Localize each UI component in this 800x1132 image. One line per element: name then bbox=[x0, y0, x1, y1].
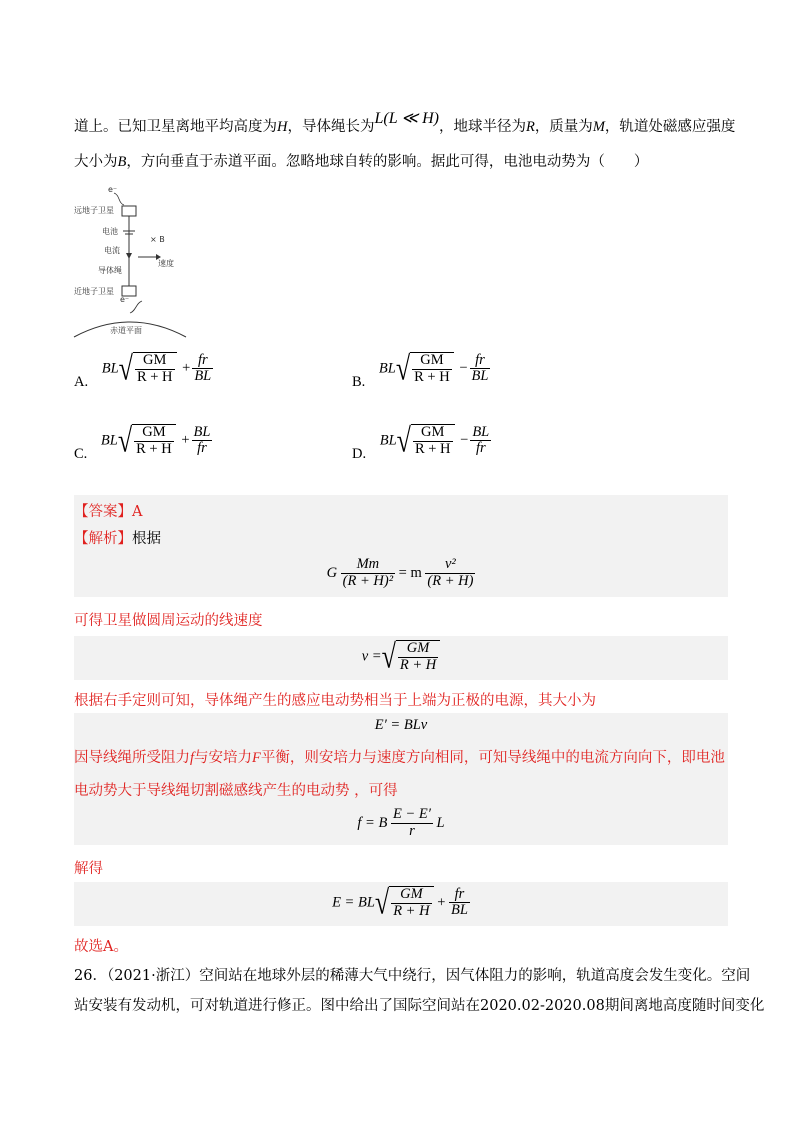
tether-satellite-figure bbox=[70, 185, 190, 345]
tether-condition: L(L ≪ H) bbox=[374, 110, 439, 127]
option-c[interactable]: C. BL √ $\frac{GM}{R + H}$ + $\frac{BL}{fr}$ bbox=[74, 421, 211, 463]
far-satellite-label: 远地子卫星 bbox=[74, 206, 114, 215]
electron-bottom-label: e⁻ bbox=[120, 295, 130, 304]
tether-label: 导体绳 bbox=[98, 266, 122, 275]
analysis-conclusion: 故选A。 bbox=[74, 939, 128, 955]
equation-velocity: v = √ $\frac{GM}{R + H}$ bbox=[74, 640, 728, 674]
equation-velocity-box bbox=[74, 636, 728, 680]
equation-result: E = BL √ $\frac{GM}{R + H}$ + $\frac{fr}{BL}$ bbox=[332, 883, 468, 922]
next-question-line-1: 26．（2021·浙江）空间站在地球外层的稀薄大气中绕行，因气体阻力的影响，轨道高度会发生变化。空间 bbox=[74, 968, 751, 984]
velocity-label: 速度 bbox=[158, 259, 174, 268]
equation-emf-induced: E′ = BLv bbox=[374, 717, 428, 733]
analysis-text-2: 根据右手定则可知，导体绳产生的感应电动势相当于上端为正极的电源，其大小为 bbox=[74, 693, 596, 709]
answer-line: 【答案】A bbox=[74, 504, 143, 520]
next-question-line-2: 站安装有发动机，可对轨道进行修正。图中给出了国际空间站在2020.02-2020.08期间离地高度随时间变化 bbox=[74, 998, 765, 1014]
electron-top-label: e⁻ bbox=[108, 185, 118, 194]
option-b[interactable]: B. BL √ $\frac{GM}{R + H}$ − $\frac{fr}{BL}$ bbox=[352, 349, 489, 391]
option-a[interactable]: A. BL √ $\frac{GM}{R + H}$ + $\frac{fr}{BL}$ bbox=[74, 349, 212, 391]
option-d[interactable]: D. BL √ $\frac{GM}{R + H}$ − $\frac{BL}{fr}$ bbox=[352, 421, 490, 463]
solution-box-1 bbox=[74, 495, 728, 597]
question-line-2: 大小为B，方向垂直于赤道平面。忽略地球自转的影响。据此可得，电池电动势为（ ） bbox=[74, 154, 649, 170]
analysis-text-1: 可得卫星做圆周运动的线速度 bbox=[74, 613, 263, 629]
analysis-text-4: 电动势大于导线绳切割磁感线产生的电动势 ，可得 bbox=[74, 783, 398, 799]
analysis-text-3: 因导线绳所受阻力f与安培力F平衡，则安培力与速度方向相同，可知导线绳中的电流方向向下，即电池 bbox=[74, 750, 725, 766]
current-label: 电流 bbox=[104, 246, 120, 255]
battery-label: 电池 bbox=[102, 227, 118, 236]
equation-gravity: G $\frac{Mm}{\text{(R + H)²}}$ = m $\frac{\text{v²}}{(R + H)}$ bbox=[326, 556, 474, 589]
magnetic-field-label: × B bbox=[150, 235, 165, 244]
analysis-intro: 【解析】根据 bbox=[74, 531, 161, 547]
equatorial-plane-label: 赤道平面 bbox=[110, 326, 142, 335]
near-satellite-label: 近地子卫星 bbox=[74, 287, 114, 296]
equation-force-balance: f = B $\frac{E - E'}{r}$ L bbox=[357, 806, 445, 839]
analysis-text-5: 解得 bbox=[74, 861, 103, 877]
solution-box-2 bbox=[74, 713, 728, 845]
equation-result-box bbox=[74, 882, 728, 926]
question-line-1: 道上。已知卫星离地平均高度为H，导体绳长为L(L ≪ H)，地球半径为R，质量为M，轨道处磁感应强度 bbox=[74, 110, 736, 135]
